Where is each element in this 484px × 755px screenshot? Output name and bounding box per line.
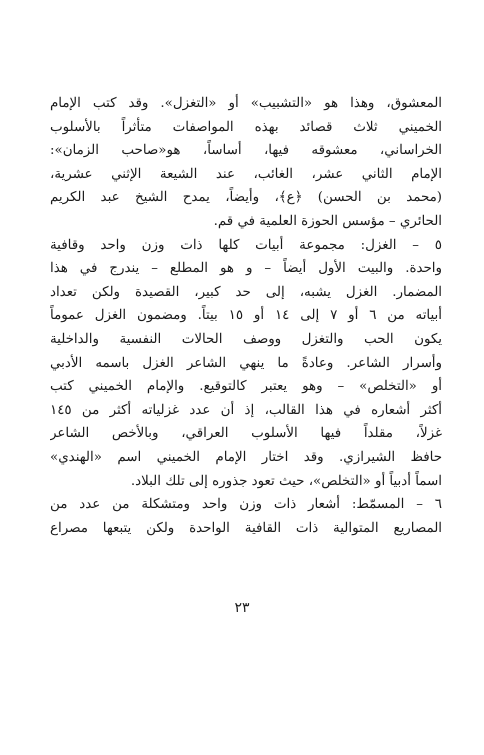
text-line: غزلاً، مقلداً فيها الأسلوب العراقي، وبالأخص الشاعر bbox=[50, 426, 442, 442]
text-line: اسماً أدبياً أو «التخلص»، حيث تعود جذوره إلى تلك البلاد. bbox=[130, 473, 442, 489]
text-line: ٦ – المسمّط: أشعار ذات وزن واحد ومتشكلة من عدد من bbox=[50, 497, 442, 513]
text-line: حافظ الشيرازي. وقد اختار الإمام الخميني اسم «الهندي» bbox=[50, 449, 442, 465]
text-line: (محمد بن الحسن) ﴿ع﴾، وأيضاً، يمدح الشيخ عبد الكريم bbox=[50, 190, 442, 206]
text-line: أو «التخلص» – وهو يعتبر كالتوقيع. والإمام الخميني كتب bbox=[50, 379, 442, 395]
text-line: الخراساني، معشوقه فيها، أساساً، هو«صاحب الزمان»: bbox=[50, 143, 442, 159]
text-line: أبياته من ٦ أو ٧ إلى ١٤ أو ١٥ بيتاً. ومضمون الغزل عموماً bbox=[50, 308, 442, 324]
text-line: الخميني ثلاث قصائد بهذه المواصفات متأثراً بالأسلوب bbox=[50, 119, 442, 135]
text-line: ٥ – الغزل: مجموعة أبيات كلها ذات وزن واحد وقافية bbox=[50, 237, 442, 253]
body-text bbox=[50, 92, 442, 540]
text-line: المضمار. الغزل يشبه، إلى حد كبير، القصيدة ولكن تعداد bbox=[50, 284, 442, 300]
page-number: ٢٣ bbox=[234, 600, 250, 616]
text-line: المصاريع المتوالية ذات القافية الواحدة ولكن يتبعها مصراع bbox=[50, 520, 442, 536]
text-line: واحدة. والبيت الأول أيضاً – و هو المطلع – يندرج في هذا bbox=[50, 261, 442, 277]
text-line: الإمام الثاني عشر، الغائب، عند الشيعة الإثني عشرية، bbox=[50, 166, 442, 182]
text-line: وأسرار الشاعر. وعادةً ما ينهي الشاعر الغزل باسمه الأدبي bbox=[50, 355, 442, 371]
text-line: يكون الحب والتغزل ووصف الحالات النفسية والداخلية bbox=[50, 331, 442, 347]
text-line: المعشوق، وهذا هو «التشبيب» أو «التغزل». وقد كتب الإمام bbox=[50, 96, 442, 111]
text-line: أكثر أشعاره في هذا القالب، إذ أن عدد غزلياته أكثر من ١٤٥ bbox=[50, 402, 442, 418]
text-line: الحائري – مؤسس الحوزة العلمية في قم. bbox=[213, 213, 442, 229]
